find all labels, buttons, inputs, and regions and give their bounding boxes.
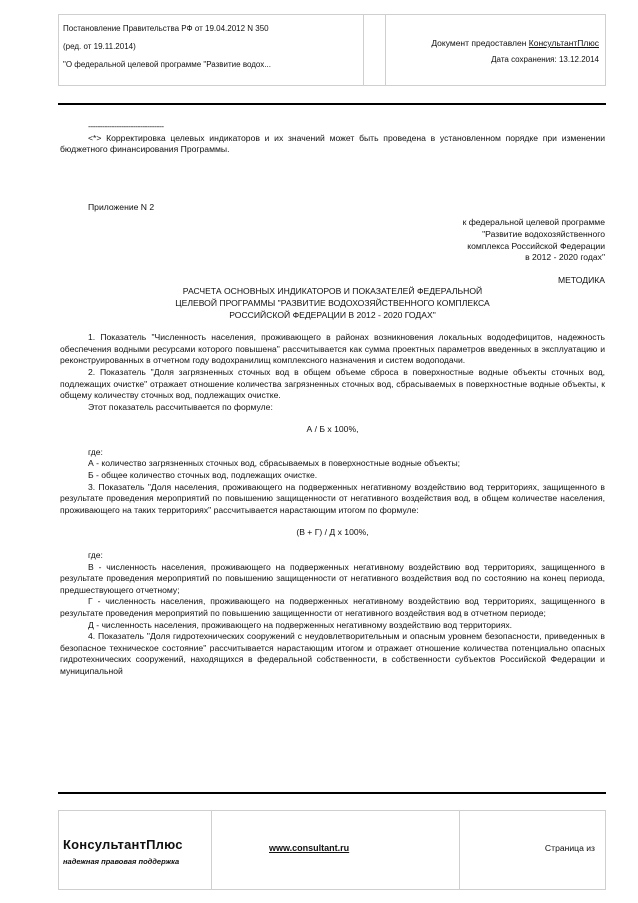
item-1: 1. Показатель "Численность населения, проживающего в районах возникновения локальных вододефицитов, надежность обеспечения водными ресурсами которого повышена" рассчитывается как сумма проектных параметров введенных в эксплуатацию и реконструированных в отчетном году водохранилищ комплексного назначения и систем водоподачи. xyxy=(60,332,605,366)
footnote: <*> Корректировка целевых индикаторов и их значений может быть проведена в установленном порядке при изменении бюджетного финансирования Программы. xyxy=(60,132,605,155)
document-body xyxy=(60,121,605,678)
item-3: 3. Показатель "Доля населения, проживающего на подверженных негативному воздействию вод территориях, защищенного в результате проведения мероприятий по повышению защищенности от негативного воздействия вод, в общем количестве населения, проживающего на таких территориях" рассчитывается нарастающим итогом по формуле: xyxy=(60,481,605,515)
footer-brand-logo: КонсультантПлюс xyxy=(63,837,183,852)
document-footer xyxy=(58,810,606,890)
definition-g: Г - численность населения, проживающего на подверженных негативному воздействию вод территориях, защищенного в результате проведения мероприятий по повышению защищенности от негативного воздействия вод в отчетном периоде; xyxy=(60,596,605,618)
appendix-title: Приложение N 2 xyxy=(88,201,155,212)
header-saved-date: Дата сохранения: 13.12.2014 xyxy=(491,55,599,64)
methodology-label: МЕТОДИКА xyxy=(558,274,605,285)
methodology-heading xyxy=(60,286,605,321)
header-subject: "О федеральной целевой программе "Развитие водох... xyxy=(63,60,271,69)
header-document-info xyxy=(63,23,363,77)
header-divider xyxy=(363,15,364,85)
provided-prefix: Документ предоставлен xyxy=(431,38,529,48)
appendix-ref-line: комплекса Российской Федерации xyxy=(467,240,605,251)
header-rule xyxy=(58,103,606,105)
appendix-ref-line: "Развитие водохозяйственного xyxy=(482,228,605,239)
definition-a: А - количество загрязненных сточных вод, сбрасываемых в поверхностные водные объекты; xyxy=(88,458,461,469)
where-label: где: xyxy=(88,446,103,457)
formula-2: (В + Г) / Д x 100%, xyxy=(296,527,369,538)
appendix-ref-line: в 2012 - 2020 годах" xyxy=(525,252,605,263)
heading-line: ЦЕЛЕВОЙ ПРОГРАММЫ "РАЗВИТИЕ ВОДОХОЗЯЙСТВЕННОГО КОМПЛЕКСА xyxy=(175,297,490,308)
header-provided-by xyxy=(431,37,599,49)
appendix-reference xyxy=(60,217,605,263)
provider-link[interactable]: КонсультантПлюс xyxy=(528,38,599,48)
formula-1: А / Б x 100%, xyxy=(306,424,359,435)
heading-line: РОССИЙСКОЙ ФЕДЕРАЦИИ В 2012 - 2020 ГОДАХ" xyxy=(229,309,436,320)
footer-rule xyxy=(58,792,606,794)
appendix-ref-line: к федеральной целевой программе xyxy=(462,217,605,228)
header-edition: (ред. от 19.11.2014) xyxy=(63,42,136,51)
heading-line: РАСЧЕТА ОСНОВНЫХ ИНДИКАТОРОВ И ПОКАЗАТЕЛЕЙ ФЕДЕРАЛЬНОЙ xyxy=(182,286,483,297)
footer-page-info: Страница из xyxy=(544,843,595,853)
where-label: где: xyxy=(88,550,103,561)
header-provider-info xyxy=(431,37,599,66)
document-header xyxy=(58,14,606,86)
definition-v: В - численность населения, проживающего на подверженных негативному воздействию вод территориях, защищенного в результате проведения мероприятий по повышению защищенности от негативного воздействия вод по состоянию на конец периода, предшествующего отчетному; xyxy=(60,561,605,595)
footer-divider xyxy=(211,811,212,889)
header-divider xyxy=(385,15,386,85)
footer-site-link[interactable]: www.consultant.ru xyxy=(269,843,350,853)
item-2: 2. Показатель "Доля загрязненных сточных вод в общем объеме сброса в поверхностные водные объекты сточных вод, подлежащих очистке" отражает отношение количества загрязненных сточных вод, сбрасываемых в поверхностные водные объекты, к общему количеству сточных вод, подлежащих очистке. xyxy=(60,366,605,401)
definition-d: Д - численность населения, проживающего на подверженных негативному воздействию вод территориях. xyxy=(88,619,513,630)
footer-divider xyxy=(459,811,460,889)
item-4: 4. Показатель "Доля гидротехнических сооружений с неудовлетворительным и опасным уровнем безопасности, приведенных в безопасное техническое состояние" рассчитывается нарастающим итогом и отражает отношение количества потенциально опасных гидротехнических сооружений, находящихся в федеральной собственности, в собственности субъектов Российской Федерации и муниципальной xyxy=(60,631,605,676)
footnote-separator: -------------------------------- xyxy=(88,121,164,131)
formula-intro: Этот показатель рассчитывается по формуле: xyxy=(88,401,273,412)
definition-b: Б - общее количество сточных вод, подлежащих очистке. xyxy=(88,470,318,481)
header-doc-title: Постановление Правительства РФ от 19.04.2012 N 350 xyxy=(63,24,269,33)
footer-tagline: надежная правовая поддержка xyxy=(63,857,180,866)
